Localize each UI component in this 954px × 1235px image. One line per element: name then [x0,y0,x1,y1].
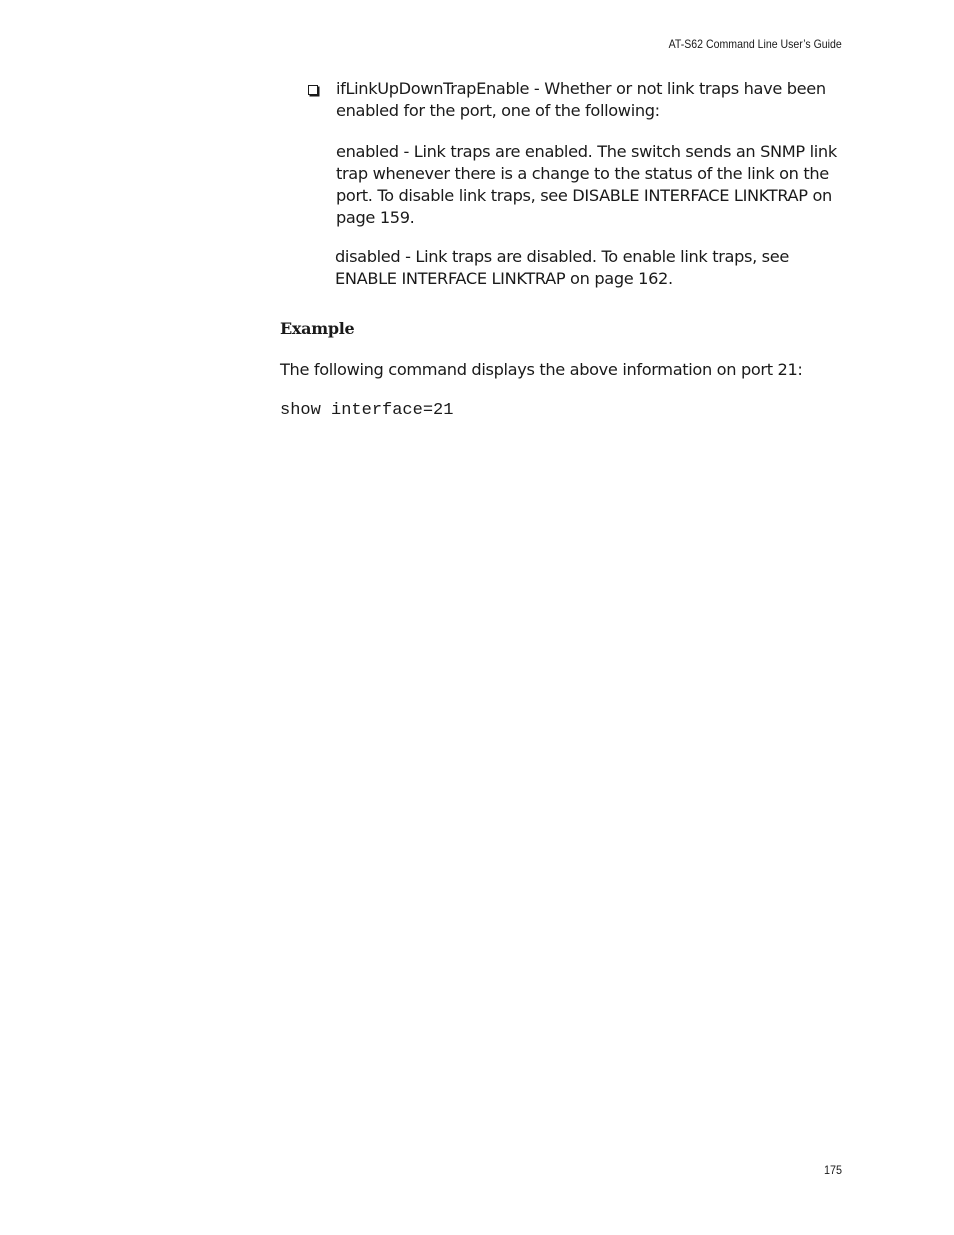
bullet-paragraph: ifLinkUpDownTrapEnable - Whether or not link traps have been enabled for the port, one of the following: [336,79,826,120]
example-intro: The following command displays the above information on port 21: [280,360,803,379]
example-heading: Example [280,319,355,338]
disabled-description: disabled - Link traps are disabled. To enable link traps, see ENABLE INTERFACE LINKTRAP on page 162. [335,247,789,288]
example-command: show interface=21 [280,401,454,420]
running-header: AT-S62 Command Line User’s Guide [668,37,842,51]
page-number: 175 [823,1163,842,1177]
checkbox-bullet-icon [308,85,318,95]
enabled-description: enabled - Link traps are enabled. The switch sends an SNMP link trap whenever there is a change to the status of the link on the port. To disable link traps, see DISABLE INTERFACE LINKTRAP on page 159. [336,142,837,227]
